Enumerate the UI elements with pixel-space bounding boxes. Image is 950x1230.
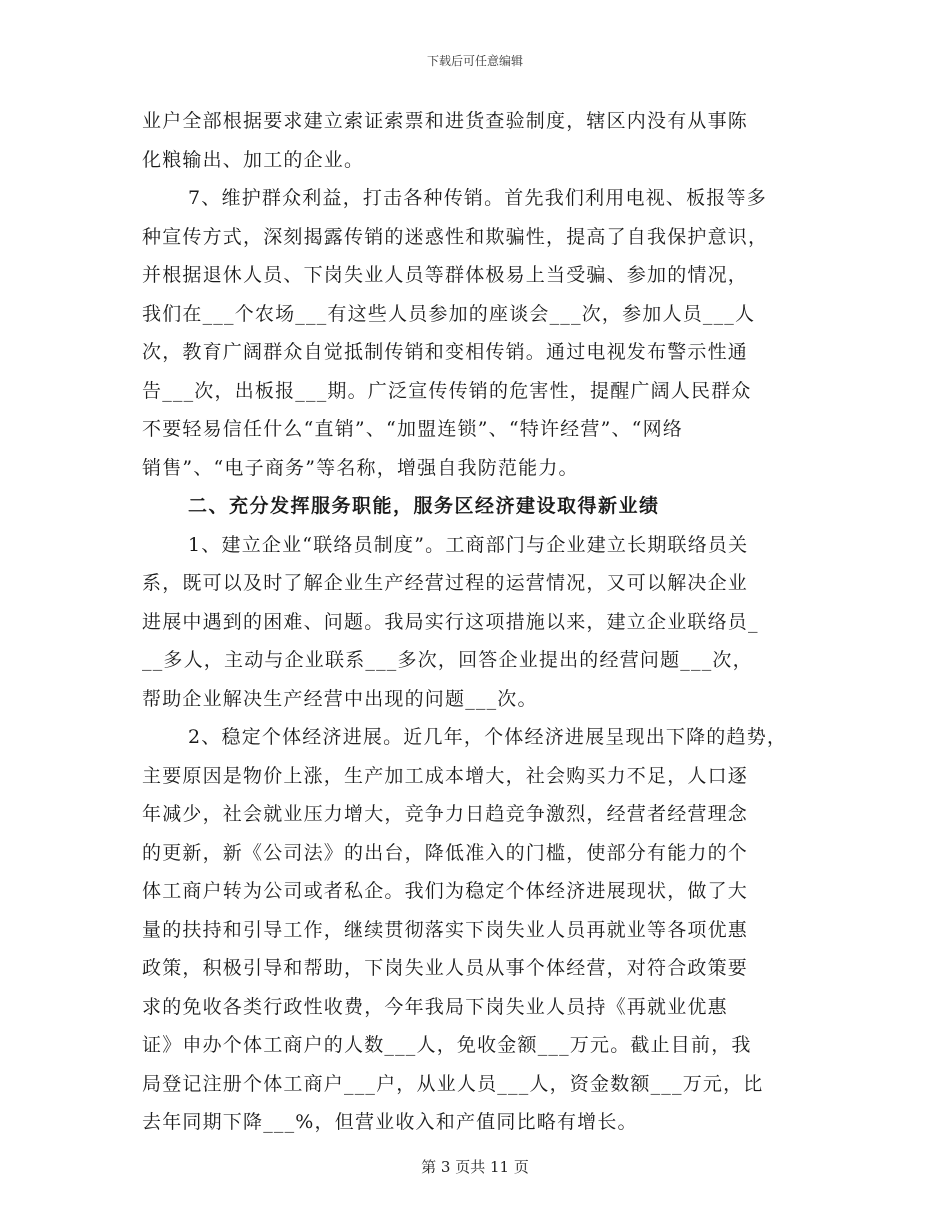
paragraph-line: 1、建立企业“联络员制度”。工商部门与企业建立长期联络员关 xyxy=(188,533,749,556)
document-body xyxy=(142,102,810,1142)
paragraph-line: 次，教育广阔群众自觉抵制传销和变相传销。通过电视发布警示性通 xyxy=(142,341,749,363)
paragraph-line: 去年同期下降___%，但营业收入和产值同比略有增长。 xyxy=(142,1111,638,1133)
paragraph-line: 体工商户转为公司或者私企。我们为稳定个体经济进展现状，做了大 xyxy=(142,880,749,902)
paragraph-line: 告___次，出板报___期。广泛宣传传销的危害性，提醒广阔人民群众 xyxy=(142,379,752,402)
paragraph-line: 进展中遇到的困难、问题。我局实行这项措施以来，建立企业联络员_ xyxy=(142,610,759,633)
paragraph-line: 求的免收各类行政性收费，今年我局下岗失业人员持《再就业优惠 xyxy=(142,995,728,1018)
paragraph-line: 政策，积极引导和帮助，下岗失业人员从事个体经营，对符合政策要 xyxy=(142,957,749,979)
section-heading: 二、充分发挥服务职能，服务区经济建设取得新业绩 xyxy=(188,495,660,517)
paragraph-line: 系，既可以及时了解企业生产经营过程的运营情况，又可以解决企业 xyxy=(142,572,749,594)
paragraph-line: 种宣传方式，深刻揭露传销的迷惑性和欺骗性，提高了自我保护意识， xyxy=(142,225,769,248)
page-header: 下载后可任意编辑 xyxy=(426,54,523,68)
paragraph-line: 销售”、“电子商务”等名称，增强自我防范能力。 xyxy=(142,456,579,479)
page-footer: 第 3 页共 11 页 xyxy=(421,1158,529,1176)
paragraph-line: 帮助企业解决生产经营中出现的问题___次。 xyxy=(142,687,538,710)
paragraph-line: 并根据退休人员、下岗失业人员等群体极易上当受骗、参加的情况， xyxy=(142,264,749,286)
paragraph-line: 主要原因是物价上涨，生产加工成本增大，社会购买力不足，人口逐 xyxy=(142,764,749,787)
paragraph-line: 我们在___个农场___有这些人员参加的座谈会___次，参加人员___人 xyxy=(142,302,756,325)
paragraph-line: 年减少，社会就业压力增大，竞争力日趋竞争激烈，经营者经营理念 xyxy=(142,803,749,825)
paragraph-line: 化粮输出、加工的企业。 xyxy=(142,148,365,171)
paragraph-line: __多人，主动与企业联系___多次，回答企业提出的经营问题___次， xyxy=(142,649,753,671)
paragraph-line: 局登记注册个体工商户___户，从业人员___人，资金数额___万元，比 xyxy=(142,1072,764,1095)
paragraph-line: 业户全部根据要求建立索证索票和进货查验制度，辖区内没有从事陈 xyxy=(142,110,749,132)
paragraph-line: 量的扶持和引导工作，继续贯彻落实下岗失业人员再就业等各项优惠 xyxy=(142,918,749,941)
paragraph-line: 证》申办个体工商户的人数___人，免收金额___万元。截止目前，我 xyxy=(142,1034,752,1056)
paragraph-line: 的更新，新《公司法》的出台，降低准入的门槛，使部分有能力的个 xyxy=(142,841,749,864)
paragraph-line: 不要轻易信任什么“直销”、“加盟连锁”、“特许经营”、“网络 xyxy=(142,418,683,440)
paragraph-line: 2、稳定个体经济进展。近几年，个体经济进展呈现出下降的趋势， xyxy=(188,726,788,748)
paragraph-line: 7、维护群众利益，打击各种传销。首先我们利用电视、板报等多 xyxy=(188,187,767,209)
